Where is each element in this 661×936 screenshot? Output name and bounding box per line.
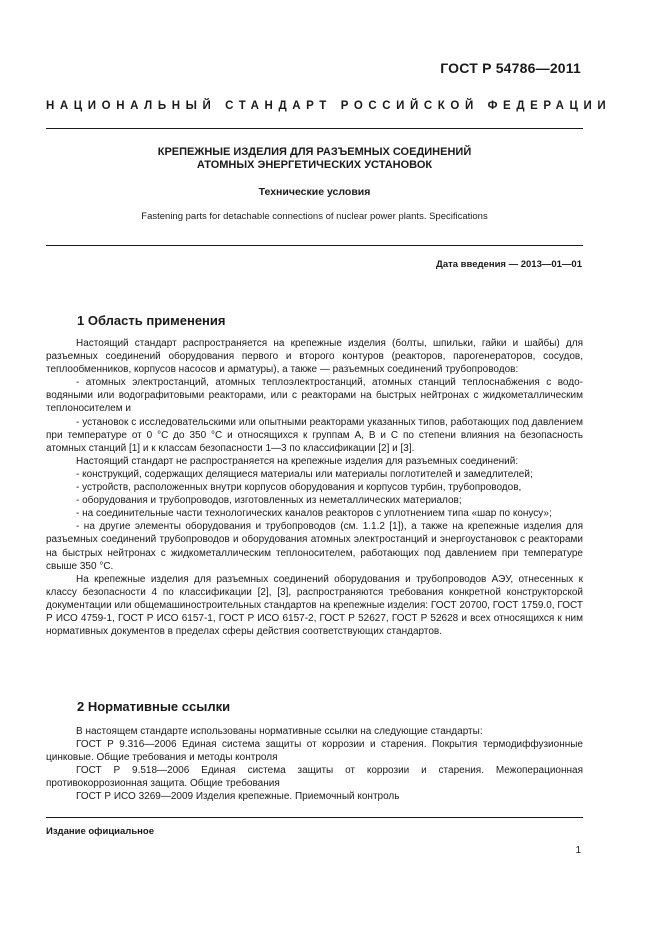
document-number: ГОСТ Р 54786—2011 — [440, 60, 581, 76]
section-2-heading: 2 Нормативные ссылки — [77, 699, 231, 714]
paragraph: В настоящем стандарте использованы нормативные ссылки на следующие стандарты: — [76, 726, 483, 737]
section-1-body — [46, 337, 583, 638]
english-title: Fastening parts for detachable connections of nuclear power plants. Specifications — [141, 211, 488, 222]
section-2-body — [46, 725, 583, 804]
top-divider — [46, 128, 583, 129]
paragraph: - установок с исследовательскими или опытными реакторами указанных типов, работающих под давлением при температуре от 0 °С до 350 °С и относящихся к группам А, В и С по степени влияния на безопасность атомных станций [1] и к классам безопасности 1—3 по классификации [2] и [3]. — [46, 416, 583, 454]
introduction-date: Дата введения — 2013—01—01 — [436, 259, 582, 270]
paragraph: ГОСТ Р ИСО 3269—2009 Изделия крепежные. Приемочный контроль — [76, 791, 400, 803]
paragraph: ГОСТ Р 9.316—2006 Единая система защиты от коррозии и старения. Покрытия термодиффузионные цинковые. Общие требования и методы контроля — [46, 739, 583, 764]
paragraph: - конструкций, содержащих делящиеся материалы или материалы поглотителей и замедлителей; — [76, 468, 533, 480]
title-line-1: КРЕПЕЖНЫЕ ИЗДЕЛИЯ ДЛЯ РАЗЪЕМНЫХ СОЕДИНЕНИЙ — [157, 146, 472, 158]
paragraph: - на соединительные части технологических каналов реакторов с уплотнением типа «шар по конусу»; — [76, 508, 552, 520]
title-line-2: АТОМНЫХ ЭНЕРГЕТИЧЕСКИХ УСТАНОВОК — [196, 159, 433, 171]
title-divider — [46, 245, 583, 246]
official-edition-label: Издание официальное — [46, 826, 154, 837]
paragraph: - на другие элементы оборудования и трубопроводов (см. 1.1.2 [1]), а также на крепежные изделия для разъемных соединений трубопроводов и оборудования атомных электростанций и энергоустановок с реакторами на быстрых нейтронах с жидкометаллическим теплоносителем, работающих под давлением при температуре свыше 350 °С. — [46, 521, 583, 572]
paragraph: - устройств, расположенных внутри корпусов оборудования и корпусов турбин, трубопроводов, — [76, 482, 522, 494]
document-title — [46, 146, 583, 172]
paragraph: На крепежные изделия для разъемных соединений оборудования и трубопроводов АЭУ, отнесенных к классу безопасности 4 по классификации [2], [3], распространяются требования конкретной конструкторской документации или общемашиностроительных стандартов на крепежные изделия: ГОСТ 20700, ГОСТ 1759.0, ГОСТ Р ИСО 4759-1, ГОСТ Р ИСО 6157-1, ГОСТ Р ИСО 6157-2, ГОСТ Р 52627, ГОСТ Р 52628 и всех относящихся к ним нормативных документов в пределах сферы действия соответствующих стандартов. — [46, 573, 583, 638]
paragraph: - оборудования и трубопроводов, изготовленных из неметаллических материалов; — [76, 495, 462, 507]
paragraph: Настоящий стандарт распространяется на крепежные изделия (болты, шпильки, гайки и шайбы) для разъемных соединений оборудования первого и второго контуров (реакторов, парогенераторов, сосудов, теплообменников, корпусов насосов и арматуры), а также — разъемных соединений трубопроводов: — [46, 338, 583, 376]
document-subtitle: Технические условия — [258, 186, 371, 198]
paragraph: - атомных электростанций, атомных теплоэлектростанций, атомных станций теплоснабжения с водо-водяными или водографитовыми реакторами, или с реакторами на быстрых нейтронах с жидкометаллическим теплоносителем и — [46, 377, 583, 415]
footer-divider — [46, 817, 583, 818]
national-standard-heading: НАЦИОНАЛЬНЫЙ СТАНДАРТ РОССИЙСКОЙ ФЕДЕРАЦИИ — [46, 100, 612, 112]
paragraph: Настоящий стандарт не распространяется на крепежные изделия для разъемных соединений: — [76, 455, 519, 467]
section-1-heading: 1 Область применения — [77, 313, 226, 328]
paragraph: ГОСТ Р 9.518—2006 Единая система защиты от коррозии и старения. Межоперационная противокоррозионная защита. Общие требования — [46, 765, 583, 790]
page-number: 1 — [575, 845, 581, 856]
